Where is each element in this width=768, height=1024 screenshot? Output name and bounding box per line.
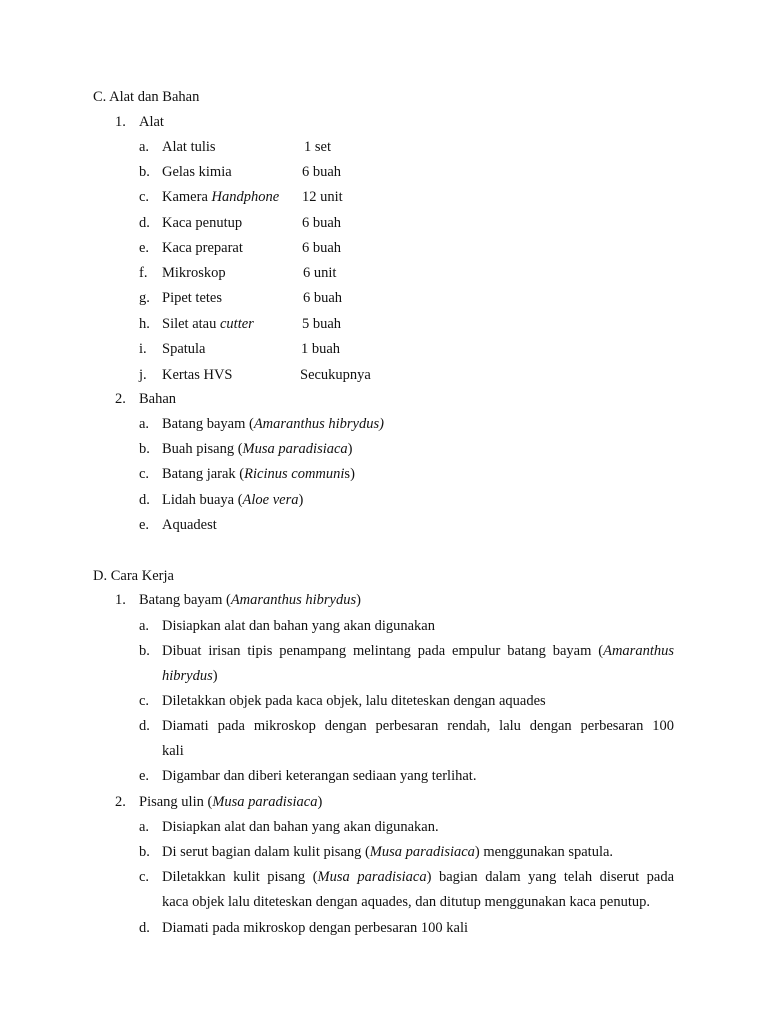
bahan-item-text: Batang bayam ( [162,416,254,432]
step-item-text: Dibuat irisan tipis penampang melintang pada empulur batang bayam ( [162,643,604,659]
bahan-item-latin: Aloe vera [242,492,299,508]
bahan-item-text: Lidah buaya ( [162,492,243,508]
step-item-text-end: ) bagian dalam yang telah diserut pada [426,869,675,885]
step2-number: 2. [115,794,126,810]
list-marker: b. [139,164,150,180]
step-item [162,843,613,861]
alat-item-qty: 5 buah [302,316,342,332]
bahan-item-text: Batang jarak ( [162,466,245,482]
alat-item-qty: Secukupnya [300,367,371,383]
list-marker: e. [139,517,150,533]
step-item-continuation: kali [162,743,184,759]
alat-item-qty: 12 unit [302,189,343,205]
step-item-continuation [162,667,218,685]
alat-item-name: Pipet tetes [162,290,223,306]
bahan-item-latin: Musa paradisiaca [242,441,348,457]
list-marker: a. [139,819,150,835]
bahan-heading: Bahan [139,391,177,407]
alat-item-name-italic: cutter [220,316,254,332]
list-marker: c. [139,466,150,482]
list-marker: j. [139,367,147,383]
list-marker: c. [139,869,150,885]
step-item-continuation: kaca objek lalu diteteskan dengan aquades, dan ditutup menggunakan kaca penutup. [162,894,651,910]
list-marker: e. [139,240,150,256]
list-marker: d. [139,492,150,508]
step-item: Disiapkan alat dan bahan yang akan digunakan [162,618,435,634]
alat-item-name: Spatula [162,341,206,357]
step-item-text-end: ) [212,668,218,684]
bahan-item [162,415,384,433]
bahan-item-latin: Ricinus communi [244,466,345,482]
list-marker: c. [139,189,150,205]
step2-heading [139,793,322,811]
alat-item-name: Gelas kimia [162,164,232,180]
list-marker: f. [139,265,148,281]
step1-heading-latin: Amaranthus hibrydus [230,592,357,608]
list-marker: d. [139,215,150,231]
step1-heading-end: ) [356,592,361,608]
alat-item-qty: 1 buah [301,341,341,357]
step1-heading [139,591,361,609]
alat-item-name-italic: Handphone [211,189,280,205]
alat-item-qty: 6 buah [302,240,342,256]
bahan-item [162,465,355,483]
list-marker: a. [139,416,150,432]
step-item: Disiapkan alat dan bahan yang akan digunakan. [162,819,439,835]
bahan-item [162,440,353,458]
section-c-title: C. Alat dan Bahan [93,89,200,105]
alat-item-name: Kaca preparat [162,240,243,256]
step2-heading-end: ) [317,794,323,810]
list-marker: h. [139,316,150,332]
list-marker: e. [139,768,150,784]
step-item [162,642,674,660]
list-marker: a. [139,139,150,155]
step-item-latin: Amaranthus [603,643,674,659]
bahan-item-text-end: ) [298,492,304,508]
list-marker: d. [139,718,150,734]
bahan-item: Aquadest [162,517,217,533]
bahan-number: 2. [115,391,126,407]
list-marker: c. [139,693,150,709]
list-marker: b. [139,441,150,457]
step2-heading-latin: Musa paradisiaca [212,794,318,810]
step-item: Diamati pada mikroskop dengan perbesaran rendah, lalu dengan perbesaran 100 [162,718,674,734]
alat-item-qty: 6 buah [302,164,342,180]
step-item: Diamati pada mikroskop dengan perbesaran 100 kali [162,920,469,936]
list-marker: b. [139,643,150,659]
alat-item-name: Mikroskop [162,265,226,281]
step-item [162,868,674,886]
bahan-item [162,491,303,509]
alat-item-qty: 6 buah [302,215,342,231]
list-marker: a. [139,618,150,634]
alat-item-name [162,315,254,333]
alat-item-name [162,188,279,206]
step-item: Diletakkan objek pada kaca objek, lalu diteteskan dengan aquades [162,693,546,709]
step-item-text: Di serut bagian dalam kulit pisang ( [162,844,370,860]
list-marker: d. [139,920,150,936]
alat-heading: Alat [139,114,164,130]
alat-item-qty: 6 buah [303,290,343,306]
step2-heading-text: Pisang ulin ( [139,794,213,810]
step-item-text: Diletakkan kulit pisang ( [162,869,318,885]
step-item-latin: Musa paradisiaca [369,844,475,860]
bahan-item-text: Buah pisang ( [162,441,243,457]
step-item-latin: Musa paradisiaca [317,869,427,885]
list-marker: i. [139,341,147,357]
alat-item-name-plain: Silet atau [162,316,220,332]
section-d-title: D. Cara Kerja [93,568,174,584]
step-item: Digambar dan diberi keterangan sediaan yang terlihat. [162,768,477,784]
alat-item-name: Alat tulis [162,139,216,155]
list-marker: g. [139,290,150,306]
alat-item-name: Kertas HVS [162,367,233,383]
step1-heading-text: Batang bayam ( [139,592,231,608]
alat-item-name: Kaca penutup [162,215,243,231]
step1-number: 1. [115,592,126,608]
step-item-text-end: ) menggunakan spatula. [474,844,614,860]
alat-item-qty: 1 set [304,139,331,155]
bahan-item-text-end: ) [347,441,353,457]
list-marker: b. [139,844,150,860]
alat-item-qty: 6 unit [303,265,337,281]
alat-item-name-plain: Kamera [162,189,212,205]
bahan-item-latin: Amaranthus hibrydus) [253,416,384,432]
step-item-latin: hibrydus [162,668,213,684]
alat-number: 1. [115,114,126,130]
bahan-item-text-end: s) [344,466,355,482]
